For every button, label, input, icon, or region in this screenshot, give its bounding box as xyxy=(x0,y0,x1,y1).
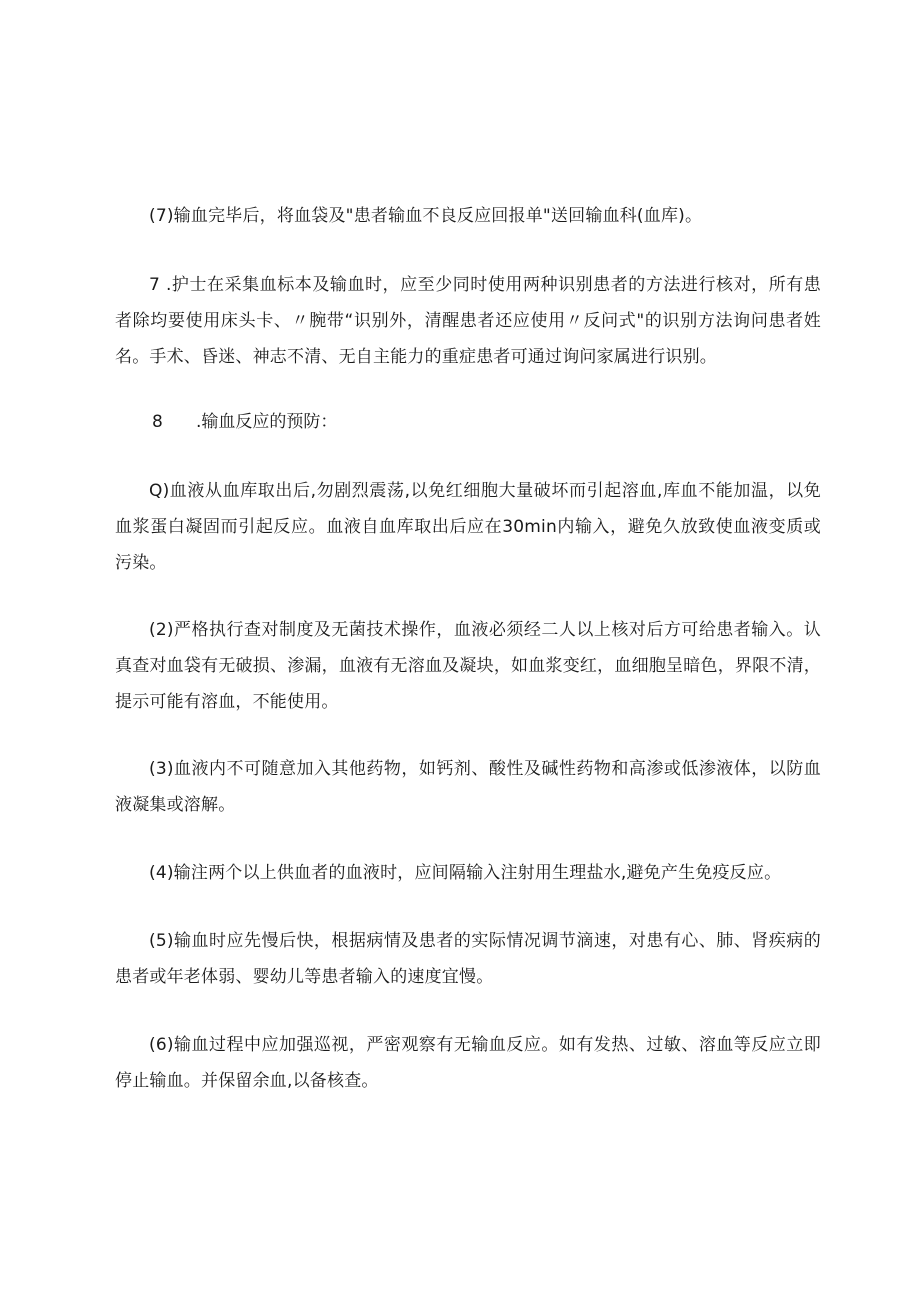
paragraph-4-multiple-donors: (4)输注两个以上供血者的血液时，应间隔输入注射用生理盐水,避免产生免疫反应。 xyxy=(149,863,782,883)
paragraph-3-no-additives: (3)血液内不可随意加入其他药物，如钙剂、酸性及碱性药物和高渗或低渗液体，以防血液凝集或溶解。 xyxy=(115,759,821,815)
paragraph-2-verification: (2)严格执行查对制度及无菌技术操作，血液必须经二人以上核对后方可给患者输入。认真查对血袋有无破损、渗漏，血液有无溶血及凝块，如血浆变红，血细胞呈暗色，界限不清，提示可能有溶血，不能使用。 xyxy=(115,620,821,712)
heading-number: 8 xyxy=(152,412,163,432)
paragraph-1-blood-handling: Q)血液从血库取出后,勿剧烈震荡,以免红细胞大量破坏而引起溶血,库血不能加温，以免血浆蛋白凝固而引起反应。血液自血库取出后应在30min内输入，避免久放致使血液变质或污染。 xyxy=(115,481,821,573)
paragraph-item-7-patient-identification: 7 .护士在采集血标本及输血时，应至少同时使用两种识别患者的方法进行核对，所有患者除均要使用床头卡、〃腕带“识别外，清醒患者还应使用〃反问式"的识别方法询问患者姓名。手术、昏迷、神志不清、无自主能力的重症患者可通过询问家属进行识别。 xyxy=(115,275,821,367)
heading-text: .输血反应的预防： xyxy=(196,412,338,432)
section-heading-8 xyxy=(152,404,337,440)
paragraph-7-post-transfusion: (7)输血完毕后，将血袋及"患者输血不良反应回报单"送回输血科(血库)。 xyxy=(149,206,703,226)
paragraph-6-monitoring: (6)输血过程中应加强巡视，严密观察有无输血反应。如有发热、过敏、溶血等反应立即停止输血。并保留余血,以备核查。 xyxy=(115,1035,821,1091)
paragraph-5-infusion-rate: (5)输血时应先慢后快，根据病情及患者的实际情况调节滴速，对患有心、肺、肾疾病的患者或年老体弱、婴幼儿等患者输入的速度宜慢。 xyxy=(115,931,821,987)
